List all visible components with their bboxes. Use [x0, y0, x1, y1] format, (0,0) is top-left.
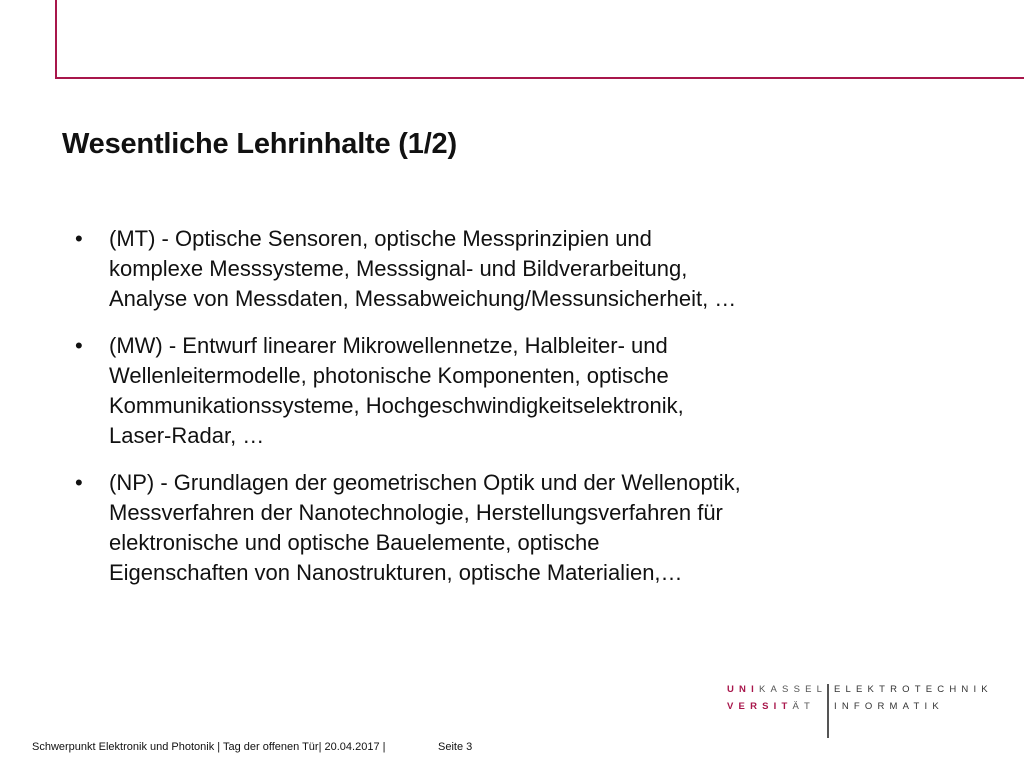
logo-row-versitaet [727, 701, 815, 713]
footer-text: Schwerpunkt Elektronik und Photonik | Tag der offenen Tür| 20.04.2017 | [32, 741, 386, 753]
logo-ver-bold: VERSIT [727, 701, 793, 712]
logo-row-uni [727, 684, 827, 696]
bullet-item-mt [75, 224, 875, 314]
logo-divider [827, 684, 829, 738]
bullet-line: (NP) - Grundlagen der geometrischen Optik und der Wellenoptik, [109, 470, 741, 495]
bullet-item-mw [75, 331, 875, 451]
frame-line-vertical [55, 0, 57, 79]
footer-page-number: Seite 3 [438, 741, 473, 753]
logo-ver-light: ÄT [792, 701, 816, 712]
bullet-line: Eigenschaften von Nanostrukturen, optische Materialien,… [109, 560, 683, 585]
logo-dept-elektrotechnik: ELEKTROTECHNIK [834, 684, 993, 695]
frame-line-horizontal [55, 77, 1024, 79]
bullet-line: (MT) - Optische Sensoren, optische Messprinzipien und [109, 226, 652, 251]
university-logo [727, 684, 993, 738]
bullet-line: komplexe Messsysteme, Messsignal- und Bildverarbeitung, [109, 256, 688, 281]
slide-title: Wesentliche Lehrinhalte (1/2) [62, 128, 457, 160]
logo-uni-light: KASSEL [758, 684, 828, 695]
bullet-line: Messverfahren der Nanotechnologie, Herstellungsverfahren für [109, 500, 723, 525]
bullet-list [75, 224, 875, 605]
bullet-marker: • [75, 470, 83, 495]
logo-dept-informatik: INFORMATIK [834, 701, 944, 712]
bullet-line: Wellenleitermodelle, photonische Komponenten, optische [109, 363, 669, 388]
bullet-line: (MW) - Entwurf linearer Mikrowellennetze, Halbleiter- und [109, 333, 668, 358]
bullet-item-np [75, 468, 875, 588]
bullet-marker: • [75, 333, 83, 358]
bullet-line: Laser-Radar, … [109, 423, 265, 448]
bullet-line: Analyse von Messdaten, Messabweichung/Messunsicherheit, … [109, 286, 737, 311]
bullet-line: elektronische und optische Bauelemente, optische [109, 530, 600, 555]
bullet-line: Kommunikationssysteme, Hochgeschwindigkeitselektronik, [109, 393, 684, 418]
bullet-marker: • [75, 226, 83, 251]
logo-uni-bold: UNI [727, 684, 759, 695]
